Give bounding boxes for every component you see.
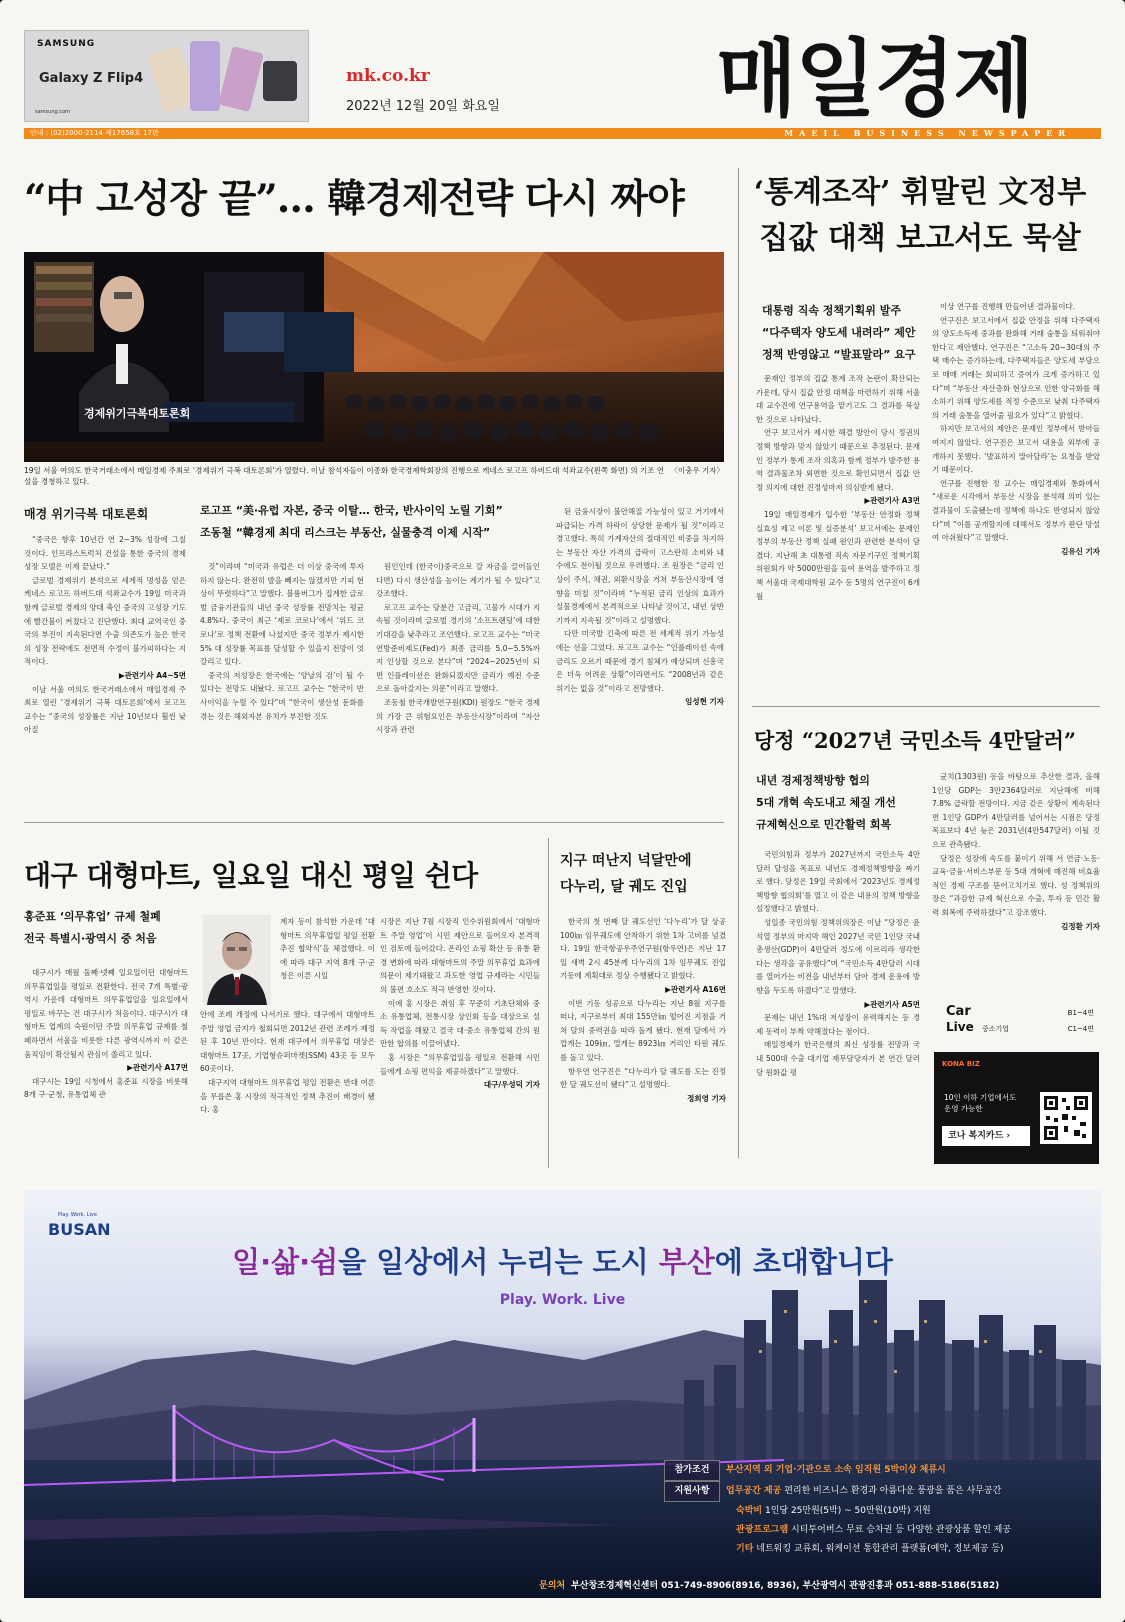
info-label-support: 지원사항 — [664, 1481, 720, 1502]
mart-col3-p2: 이에 홍 시장은 취임 후 꾸준히 기초단체와 중소 유통업체, 전통시장 상인회 등을 대상으로 설득 작업을 해왔고 결국 대·중소 유통업체 간의 원만한 합의를 이끌어냈다. — [380, 998, 540, 1049]
nuri-p2: 이번 기동 성공으로 다누리는 지난 8월 지구를 떠나, 지구로부터 최대 155만㎞ 떨어진 지점을 거쳐 달의 중력권을 따라 돌게 됐다. 현재 달에서 가깝게는 109㎞, 멀게는 8923㎞ 거리인 타원 궤도를 돌고 있다. — [560, 998, 726, 1062]
info-row-support-3 — [664, 1521, 1011, 1540]
right-headline[interactable] — [740, 170, 1100, 262]
info-row-support-2 — [664, 1502, 1011, 1521]
section-divider — [24, 822, 724, 823]
lead-photo[interactable] — [24, 252, 724, 462]
mart-column-1 — [24, 966, 188, 1162]
lead-col4-p1: 된 금융시장이 불안해질 가능성이 있고 거기에서 파급되는 가격 하락이 상당한 문제가 될 것”이라고 경고했다. 특히 가계자산의 절대적인 비중을 차지하는 부동산 자산 가격의 급락이 고스란히 소비와 내수에도 전이될 것으로 우려했다. 조 원장은 “금리 인상이 주식, 채권, 외환시장을 거쳐 부동산시장에 영향을 미칠 것”이라며 “누적된 금리 인상의 효과가 실물경제에서 본격적으로 나타날 것이고, 내년 상반기까지 지속될 것”이라고 설명했다. — [556, 507, 724, 625]
nuri-divider — [548, 838, 549, 1168]
kona-line-2: 운영 가능한 — [944, 1104, 983, 1113]
qr-code-icon[interactable] — [1040, 1092, 1092, 1144]
car-live-index[interactable] — [946, 1004, 1102, 1038]
busan-title-end: 에 초대합니다 — [714, 1245, 893, 1279]
busan-info-table — [664, 1460, 1011, 1559]
info-row-conditions — [664, 1460, 1011, 1481]
lead-column-4 — [556, 505, 724, 815]
right-col1-p2: 연구 보고서가 제시한 해결 방안이 당시 정권의 정책 방향과 맞지 않았기 때문으로 추정된다. 문재인 정부가 통계 조작 의혹과 함께 정부가 발주한 용역 결과물조차 외면한 것으로 확인되면서 집값 안정 의지에 대한 진정성마저 의심받게 됐다. — [756, 428, 920, 492]
kona-cta-button[interactable]: 코나 복지카드 › — [942, 1126, 1030, 1146]
party-col2-p2: 당정은 성장에 속도를 붙이기 위해 서 연금·노동·교육·금융·서비스부문 등 5대 개혁에 매진해 비효율적인 경제 구조를 뜯어고치기로 했다. 성 정책위의장은 “과감한 규제 혁신으로 수출, 투자 등 민간 활력 회복에 주력하겠다”고 강조했다. — [932, 853, 1100, 917]
busan-subtitle: Play. Work. Live — [499, 1292, 626, 1308]
portrait-photo — [203, 915, 271, 1005]
right-column-2 — [932, 300, 1100, 692]
lead-col2-p2: 중국의 저성장은 한국에는 ‘양날의 검’이 될 수 있다는 전망도 내놨다. 로고프 교수는 “한국이 반사이익을 누릴 수 있다”며 “한국이 생산성 둔화를 겪는 것은 해외자본 유치가 부진한 것도 — [200, 670, 364, 721]
mart-subhead-2: 전국 특별시·광역시 중 처음 — [24, 932, 157, 945]
site-url[interactable]: mk.co.kr — [346, 66, 430, 86]
bar-contact: 안내 : (02)2000-2114 제17658호 17판 — [30, 129, 159, 137]
busan-contact[interactable] — [539, 1578, 999, 1591]
party-col2-p1: 균치(1303원) 등을 바탕으로 추산한 결과, 올해 1인당 GDP는 3만2364달러로 지난해에 비해 7.8% 급락할 전망이다. 지금 같은 상황이 계속된다면 1인당 GDP가 4만달러를 넘어서는 시점은 당정 목표보다 4년 늦은 2031년(4만547달러) 이될 것으로 관측됐다. — [932, 772, 1100, 849]
party-col1-p2: 성일종 국민의힘 정책위의장은 이날 “당정은 윤석열 정부의 마지막 해인 2027년 국민 1인당 국내총생산(GDP)이 4만달러 정도에 이르리라 생각한다는 생각을 공유했다”며 “국민소득 4만달러 시대를 열어가는 비전을 내년부터 담아 경제 운용에 방향을 두도록 하겠다”고 말했다. — [756, 917, 920, 995]
samsung-ad[interactable] — [24, 30, 309, 122]
nuri-ref[interactable]: ▶관련기사 A16면 — [665, 984, 726, 994]
party-subhead-3: 규제혁신으로 민간활력 회복 — [756, 818, 892, 831]
right-column-1 — [756, 372, 920, 692]
party-column-2 — [932, 770, 1100, 998]
lead-column-1 — [24, 533, 186, 815]
mart-col1-p2: 대구시는 19일 시청에서 홍준표 시장을 비롯해 8개 구·군청, 유통업체 관 — [24, 1076, 188, 1100]
lead-kicker: 매경 위기극복 대토론회 — [24, 507, 149, 521]
contact-label: 문의처 — [539, 1581, 566, 1591]
party-byline: 김정환 기자 — [1061, 921, 1100, 931]
lead-col3-p1: 원인인데 (한국이)중국으로 갈 자금을 끌어들인다면) 다시 생산성을 높이는 계기가 될 수 있다”고 강조했다. — [376, 562, 540, 599]
mart-column-2-top — [280, 915, 375, 1005]
right-headline-line1: ‘통계조작’ 휘말린 文정부 — [753, 175, 1087, 210]
nuri-column — [560, 915, 726, 1162]
support-lodging-label: 숙박비 — [736, 1506, 763, 1516]
nuri-headline[interactable] — [560, 848, 730, 900]
section-b: B1~4면 — [1067, 1009, 1094, 1017]
lead-subhead-2: 조동철 “韓경제 최대 리스크는 부동산, 실물충격 이제 시작” — [200, 526, 491, 539]
support-etc-label: 기타 — [736, 1544, 754, 1554]
lead-col2-p1: 것”이라며 “미국과 유럽은 더 이상 중국에 투자하지 않는다. 완전히 발을 빼지는 않겠지만 기피 현상이 뚜렷하다”고 말했다. 블룸버그가 집계한 글로벌 금융기관들의 내년 중국 성장률 전망치는 평균 4.8%다. 중국이 최근 ‘제로 코로나’에서 ‘위드 코로나’로 정책 전환에 나섰지만 중국 정부가 제시한 5% 대 성장률 목표를 달성할 수 있을지 전망이 엇갈리고 있다. — [200, 562, 364, 667]
info-row-support-1 — [664, 1481, 1011, 1502]
mart-column-2 — [200, 1008, 375, 1162]
busan-title-mid: 을 일상에서 누리는 도시 — [338, 1245, 659, 1279]
nuri-p1: 한국의 첫 번째 달 궤도선인 ‘다누리’가 달 상공 100㎞ 임무궤도에 안착하기 위한 1차 고비를 넘겼다. 19일 한국항공우주연구원(항우연)은 지난 17일 새벽 2시 45분께 다누리의 1차 임무궤도 진입기동에 계획대로 정상 수행됐다고 밝혔다. — [560, 917, 726, 981]
party-col1-ref[interactable]: ▶관련기사 A5면 — [864, 999, 920, 1009]
party-subhead-1: 내년 경제정책방향 협의 — [756, 774, 870, 787]
live-sub: 중소기업 — [982, 1025, 1010, 1033]
lead-col1-ref[interactable]: ▶관련기사 A4~5면 — [118, 670, 186, 680]
right-subhead-3: 정책 반영않고 “발표말라” 요구 — [762, 348, 916, 361]
lead-headline[interactable]: “中 고성장 끝”… 韓경제전략 다시 짜야 — [24, 176, 684, 222]
kona-line-1: 10인 이하 기업에서도 — [944, 1093, 1017, 1102]
right-col2-p1: 이상 연구를 진행해 만들어낸 결과물이다. — [940, 302, 1076, 311]
nuri-byline: 정희영 기자 — [687, 1093, 726, 1103]
support-tour-text: 시티투어버스 무료 승차권 등 다양한 관광상품 할인 제공 — [791, 1525, 1012, 1535]
party-col1-p1: 국민의힘과 정부가 2027년까지 국민소득 4만달러 달성을 목표로 내년도 경제정책방향을 짜기로 했다. 당정은 19일 국회에서 ‘2023년도 경제정책방향 협의회’를 열고 이 같은 내용의 정책 방향을 설정했다고 밝혔다. — [756, 850, 920, 914]
support-office-text: 편리한 비즈니스 환경과 아름다운 풍광을 품은 사무공간 — [784, 1486, 1002, 1496]
lead-subheads — [200, 500, 550, 544]
right-col1-p3: 19일 매일경제가 입수한 ‘부동산 안정화 정책 실효성 제고 이론 및 실증분석’ 보고서에는 문재인 정부의 부동산 정책 실패 원인과 관련한 분석이 담겼다. 지난해 초 대통령 직속 자문기구인 정책기획위원회가 약 5000만원을 들여 용역을 발주하고 정책 서울대 국제대학원 교수 등 5명의 연구진이 6개월 — [756, 509, 920, 601]
mart-col3-p1: 시장은 지난 7월 시장직 인수위원회에서 ‘대형마트 주말 영업’이 시민 제안으로 들어오자 본격적인 검토에 들어갔다. 온라인 쇼핑 확산 등 유통 환경 변화에 따라 대형마트의 주말 의무휴업 효과에 의문이 제기돼왔고 과도한 영업 규제라는 시민들의 불편 호소도 적극 반영한 것이다. — [380, 917, 540, 994]
busan-logo: BUSAN — [48, 1220, 111, 1239]
lead-col1-p3: 이날 서울 여의도 한국거래소에서 매일경제 주최로 열린 ‘경제위기 극복 대토론회’에서 로고프 교수는 “중국의 성장률은 지난 10년보다 훨씬 낮아질 — [24, 684, 186, 735]
caption-credit: 〈이충우 기자〉 — [670, 466, 724, 475]
right-byline: 김유신 기자 — [1061, 546, 1100, 556]
mart-col2-p1: 안에 조례 개정에 나서기로 했다. 대구에서 대형마트 주말 영업 금지가 철회되면 2012년 관련 조례가 제정된 후 10년 만이다. 현재 대구에서 의무휴업 대상은 대형마트 17곳, 기업형슈퍼마켓(SSM) 43곳 등 모두 60곳이다. — [200, 1010, 375, 1074]
forum-photo-illustration — [24, 252, 724, 462]
mart-subhead-1: 홍준표 ‘의무휴업’ 규제 철폐 — [24, 910, 161, 923]
phone-image-4 — [263, 61, 297, 101]
nuri-p3: 항우연 연구진은 “다누리가 달 궤도를 도는 진정한 달 궤도선이 됐다”고 설명했다. — [560, 1066, 726, 1090]
mart-col2-top: 계자 등이 참석한 가운데 ‘대형마트 의무휴업일 평일 전환 추진 협약식’을 체결했다. 이에 따라 대구 지역 8개 구·군청은 이른 시일 — [280, 917, 375, 981]
nuri-headline-line1: 지구 떠난지 넉달만에 — [560, 853, 692, 869]
lead-column-2 — [200, 560, 364, 815]
phone-image-3 — [218, 46, 264, 112]
support-office-label: 업무공간 제공 — [726, 1486, 782, 1496]
party-subheads — [756, 770, 921, 836]
kona-brand: KONA BIZ — [942, 1060, 980, 1068]
ad-url: samsung.com — [35, 109, 70, 115]
info-row-support-4 — [664, 1540, 1011, 1559]
lead-photo-caption — [24, 465, 724, 487]
right-col1-p1: 문재인 정부의 집값 통계 조작 논란이 확산되는 가운데, 당시 집값 안정 대책을 마련하기 위해 서울대 교수진에 연구용역을 맡기고도 그 결과를 묵살한 것으로 나타났다. — [756, 374, 920, 424]
right-headline-line2: 집값 대책 보고서도 묵살 — [759, 221, 1081, 256]
support-lodging-text: 1인당 25만원(5박) ~ 50만원(10박) 지원 — [764, 1506, 931, 1516]
mart-column-3 — [380, 915, 540, 1162]
support-etc-text: 네트워킹 교류회, 워케이션 통합관리 플랫폼(예약, 정보제공 등) — [756, 1544, 1004, 1554]
info-conditions-text: 부산지역 외 기업·기관으로 소속 임직원 5박이상 체류시 — [726, 1465, 946, 1475]
mart-subheads — [24, 906, 194, 950]
caption-text: 19일 서울 여의도 한국거래소에서 매일경제 주최로 ‘경제위기 극복 대토론회’가 열렸다. 이날 참석자들이 이종화 한국경제학회장의 진행으로 케네스 로고프 하버드대 석좌교수(왼쪽 화면) 의 기조 연설을 경청하고 있다. — [24, 466, 665, 486]
right-subhead-2: “다주택자 양도세 내려라” 제안 — [762, 326, 916, 339]
mayor-portrait — [203, 915, 271, 1005]
car-label: Car — [946, 1004, 971, 1019]
section-c: C1~4면 — [1067, 1025, 1094, 1033]
mart-col1-ref[interactable]: ▶관련기사 A17면 — [127, 1063, 188, 1073]
busan-title — [24, 1240, 1101, 1281]
busan-ad[interactable] — [24, 1190, 1101, 1598]
party-col1-p4: 매일경제가 한국은행의 최신 성장률 전망과 국내 500대 수출 대기업 재무담당자가 본 연간 달러당 원화값 평 — [756, 1040, 920, 1077]
mart-byline: 대구/우성덕 기자 — [483, 1080, 540, 1090]
live-label: Live — [946, 1020, 974, 1034]
lead-subhead-1: 로고프 “美·유럽 자본, 중국 이탈… 한국, 반사이익 노릴 기회” — [200, 504, 503, 517]
phone-image-2 — [190, 41, 220, 111]
column-divider — [738, 168, 739, 1158]
mart-col2-p2: 대구지역 대형마트 의무휴업 평일 전환은 반대 여론을 무릅쓴 홍 시장의 적극적인 정책 추진이 배경이 됐다. 홍 — [200, 1077, 375, 1115]
lead-column-3 — [376, 560, 540, 815]
lead-col4-p2: 다만 미국발 긴축에 따른 전 세계적 위기 가능성에는 선을 그었다. 로고프 교수는 “인플레이션 속에 금리도 오르기 때문에 경기 침체가 예상되며 신흥국은 더욱 어려운 상황”이라면서도 “2008년과 같은 위기는 없을 것”이라고 전망했다. — [556, 629, 724, 693]
party-column-1 — [756, 848, 920, 1160]
mart-headline[interactable]: 대구 대형마트, 일요일 대신 평일 쉰다 — [24, 859, 478, 892]
busan-title-highlight-1: 일·삶·쉼 — [232, 1245, 339, 1279]
right-col2-p4: 연구를 진행한 정 교수는 매일경제와 통화에서 “새로운 시각에서 부동산 시장을 분석해 의미 있는 결과물이 도출됐는데 정책에 하나도 반영되지 않았다”며 “이를 공개할지에 대해서도 정부가 판단 망설여 아쉬웠다”고 말했다. — [932, 478, 1100, 543]
mart-col1-p1: 대구시가 매월 둘째·넷째 일요일이던 대형마트 의무휴업일을 평일로 전환한다. 전국 7개 특별·광역시 가운데 대형마트 의무휴업일을 일요일에서 평일로 바꾸는 건 대구시가 처음이다. 대구시가 대형마트 업계의 숙원이던 주말 의무휴업 규제를 철폐하면서 서울을 비롯한 다른 광역시까지 이 같은 움직임이 확산될지 관심이 쏠리고 있다. — [24, 968, 188, 1059]
busan-small-tagline: Play. Work. Live — [58, 1212, 97, 1218]
info-label-conditions: 참가조건 — [664, 1460, 720, 1481]
lead-col1-p1: “중국은 향후 10년간 연 2~3% 성장에 그칠 것이다. 인프라스트럭처 건설을 통한 중국의 경제성장 모델은 이제 끝났다.” — [24, 535, 186, 572]
ad-brand: SAMSUNG — [37, 39, 96, 49]
party-col1-p3: 문제는 내년 1%대 저성장이 유력해지는 등 경제 동력이 부쩍 약해졌다는 점이다. — [756, 1013, 920, 1036]
right-col2-p2: 연구진은 보고서에서 집값 안정을 위해 다주택자의 양도소득세 중과를 완화해 거래 숨통을 틔워줘야 한다고 제안했다. 연구진은 “고소득 20~30대의 주택 매수는 증가하는데, 다주택자들은 양도세 부담으로 매매 거래는 회피하고 증여가 크게 증가하고 있다”며 “부동산 자산층화 현상으로 인한 양극화를 해소하기 위해 양도세를 적정 수준으로 낮춰 다주택자의 거래 숨통을 열어줄 필요가 있다”고 밝혔다. — [932, 315, 1100, 420]
newspaper-logo: 매일경제 — [716, 30, 1033, 128]
photo-screen-text: 경제위기극복대토론회 — [84, 407, 191, 420]
right-col2-p3: 하지만 보고서의 제안은 문재인 정부에서 받아들여지지 않았다. 연구진은 보고서 내용을 외부에 공개하지 못했다. ‘발표하지 말아달라’는 요청을 받았기 때문이다. — [932, 424, 1100, 475]
right-subhead-1: 대통령 직속 정책기획위 발주 — [762, 304, 901, 317]
bar-english-title: MAEIL BUSINESS NEWSPAPER — [784, 128, 1071, 138]
lead-byline: 임성현 기자 — [685, 697, 724, 707]
right-divider — [752, 706, 1100, 707]
mart-col3-p3: 홍 시장은 “의무휴업일을 평일로 전환해 시민들에게 쇼핑 편익을 제공하겠다”고 말했다. — [380, 1052, 540, 1076]
right-subheads — [762, 300, 922, 366]
lead-col3-p2: 로고프 교수는 당분간 고금리, 고물가 시대가 지속될 것이라며 글로벌 경기의 ‘소프트랜딩’에 대한 기대감을 낮추라고 조언했다. 로고프 교수는 “미국연방준비제도(Fed)가 최종 금리를 5.0~5.5%까지 인상할 것으로 본다”며 “2024~2025년이 되면 인플레이션은 완화되겠지만 금리가 예전 수준으로 돌아갈지는 의문”이라고 말했다. — [376, 602, 540, 694]
kona-copy — [944, 1092, 1016, 1114]
busan-title-highlight-2: 부산 — [658, 1245, 715, 1279]
party-headline[interactable]: 당정 “2027년 국민소득 4만달러” — [754, 728, 1077, 753]
contact-text: 부산창조경제혁신센터 051-749-8906(8916, 8936), 부산광역시 관광진흥과 051-888-5186(5182) — [571, 1581, 1000, 1591]
masthead-bar — [24, 128, 1101, 139]
issue-date: 2022년 12월 20일 화요일 — [346, 99, 500, 114]
party-subhead-2: 5대 개혁 속도내고 체질 개선 — [756, 796, 896, 809]
support-tour-label: 관광프로그램 — [736, 1525, 789, 1535]
lead-col1-p2: 글로벌 경제위기 분석으로 세계적 명성을 얻은 케네스 로고프 하버드대 석좌교수가 19일 미국과 함께 글로벌 경제의 양대 축인 중국의 고성장 기도에 빨간불이 켜졌다고 진단했다. 최대 교역국인 중국의 부진이 지속된다면 수출 의존도가 높은 한국의 성장 전략에도 전면적 수정이 불가피하다는 지적이다. — [24, 575, 186, 667]
lead-col3-p3: 조동철 한국개발연구원(KDI) 원장도 “한국 경제의 가장 큰 위험요인은 부동산시장”이라며 “자산시장과 관련 — [376, 697, 540, 735]
right-col1-ref[interactable]: ▶관련기사 A3면 — [864, 496, 920, 506]
kona-biz-ad[interactable] — [934, 1052, 1099, 1164]
ad-product: Galaxy Z Flip4 — [39, 71, 144, 86]
nuri-headline-line2: 다누리, 달 궤도 진입 — [560, 879, 688, 895]
